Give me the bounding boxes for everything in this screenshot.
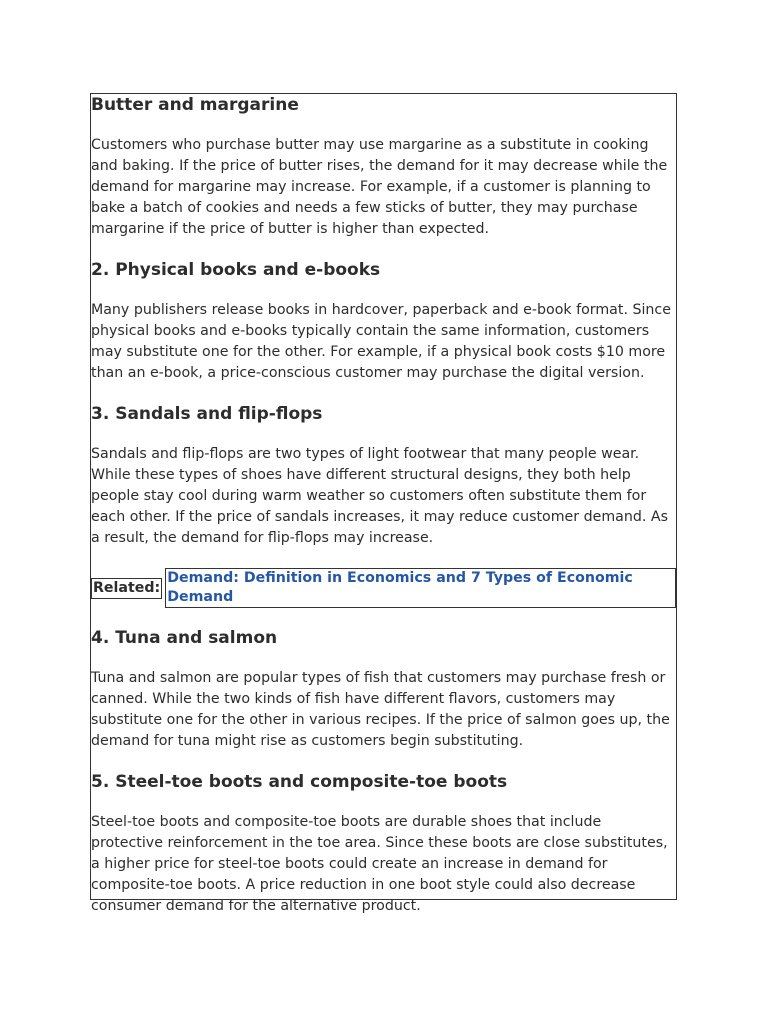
section-paragraph: Many publishers release books in hardcover, paperback and e-book format. Since physical books and e-books typically contain the same information, customers may substitute one for the other. For example, if a physical book costs $10 more than an e-book, a price-conscious customer may purchase the digital version.: [91, 302, 671, 381]
document-frame: [90, 93, 677, 914]
section-heading: 2. Physical books and e-books: [91, 260, 381, 280]
section-heading: 5. Steel-toe boots and composite-toe boots: [91, 772, 508, 792]
section-sandals-flipflops: [91, 403, 676, 549]
section-tuna-salmon: [91, 627, 676, 752]
section-heading: 3. Sandals and flip-flops: [91, 404, 323, 424]
section-boots: [91, 771, 676, 917]
section-paragraph: Customers who purchase butter may use margarine as a substitute in cooking and baking. If the price of butter rises, the demand for it may decrease while the demand for margarine may increase. For example, if a customer is planning to bake a batch of cookies and needs a few sticks of butter, they may purchase margarine if the price of butter is higher than expected.: [91, 137, 668, 237]
section-paragraph: Tuna and salmon are popular types of fish that customers may purchase fresh or canned. While the two kinds of fish have different flavors, customers may substitute one for the other in various recipes. If the price of salmon goes up, the demand for tuna might rise as customers begin substituting.: [91, 670, 670, 749]
related-label: Related:: [91, 578, 162, 599]
section-heading: 4. Tuna and salmon: [91, 628, 278, 648]
related-article-row: [91, 568, 676, 608]
section-paragraph: Sandals and flip-flops are two types of light footwear that many people wear. While these types of shoes have different structural designs, they both help people stay cool during warm weather so customers often substitute them for each other. If the price of sandals increases, it may reduce customer demand. As a result, the demand for flip-flops may increase.: [91, 446, 668, 546]
section-paragraph: Steel-toe boots and composite-toe boots are durable shoes that include protective reinforcement in the toe area. Since these boots are close substitutes, a higher price for steel-toe boots could create an increase in demand for composite-toe boots. A price reduction in one boot style could also decrease consumer demand for the alternative product.: [91, 814, 668, 914]
related-article-link[interactable]: Demand: Definition in Economics and 7 Types of Economic Demand: [165, 568, 676, 608]
section-heading: Butter and margarine: [91, 95, 299, 115]
section-books-ebooks: [91, 259, 676, 384]
section-butter-margarine: [91, 94, 676, 240]
